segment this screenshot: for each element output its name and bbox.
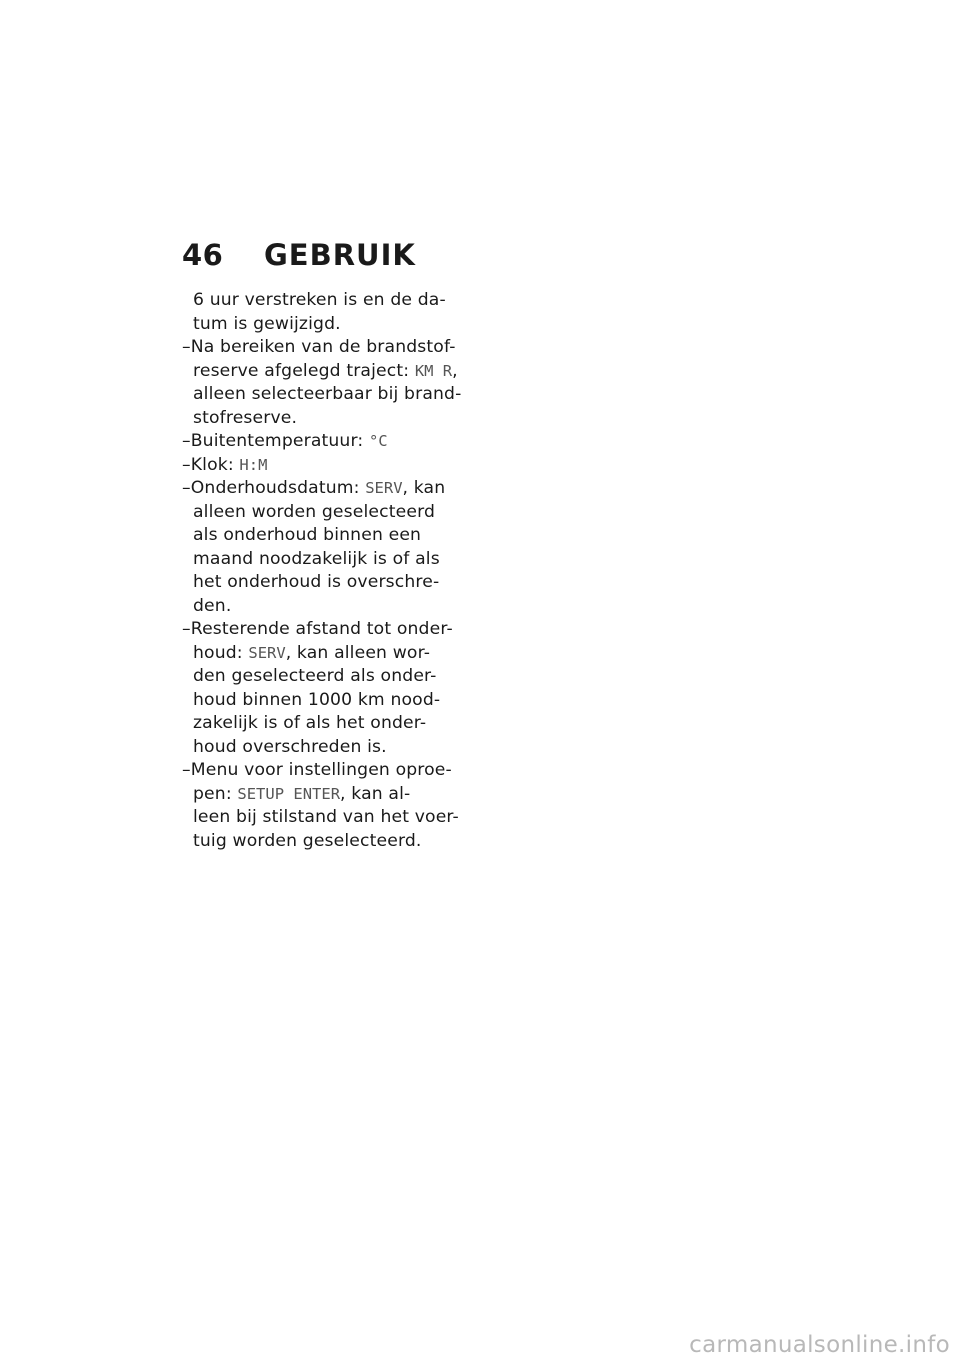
text-line	[182, 289, 462, 313]
text-line	[182, 759, 462, 783]
display-code: °C	[368, 432, 388, 450]
text-run: ,	[452, 360, 458, 381]
text-run: –Onderhoudsdatum:	[182, 478, 366, 498]
text-run: pen:	[193, 783, 238, 804]
text-line	[182, 548, 462, 572]
display-code: H:M	[239, 455, 268, 474]
text-run: –Menu voor instellingen oproe-	[182, 760, 452, 780]
text-run: –Buitentemperatuur:	[182, 431, 369, 451]
text-line	[182, 383, 462, 407]
text-line	[182, 618, 462, 642]
display-code: KM R	[414, 361, 453, 380]
text-run: , kan	[402, 478, 446, 498]
text-run: houd overschreden is.	[193, 736, 387, 757]
body-text	[182, 289, 462, 853]
text-line	[182, 783, 462, 807]
text-run: –Klok:	[182, 454, 240, 475]
text-line	[182, 477, 462, 501]
watermark: carmanualsonline.info	[689, 1332, 950, 1358]
text-line	[182, 360, 462, 384]
text-line	[182, 430, 462, 454]
text-line	[182, 501, 462, 525]
text-line	[182, 313, 462, 337]
text-line	[182, 407, 462, 431]
text-run: zakelijk is of als het onder-	[193, 713, 427, 733]
text-line	[182, 736, 462, 760]
display-code: SERV	[248, 643, 286, 662]
text-run: –Resterende afstand tot onder-	[182, 619, 453, 639]
display-code: SETUP ENTER	[237, 784, 341, 803]
section-title: GEBRUIK	[264, 238, 416, 272]
text-line	[182, 571, 462, 595]
text-run: leen bij stilstand van het voer-	[193, 807, 459, 827]
text-run: reserve afgelegd traject:	[193, 360, 415, 381]
text-run: stofreserve.	[193, 407, 298, 428]
text-run: den geselecteerd als onder-	[193, 666, 437, 686]
text-line	[182, 454, 462, 478]
text-run: den.	[193, 595, 232, 616]
text-run: , kan alleen wor-	[285, 642, 431, 663]
text-run: 6 uur verstreken is en de da-	[193, 290, 446, 310]
text-run: –Na bereiken van de brandstof-	[182, 337, 456, 357]
text-run: alleen worden geselecteerd	[193, 501, 436, 522]
text-line	[182, 336, 462, 360]
text-run: houd:	[193, 642, 249, 663]
text-run: als onderhoud binnen een	[193, 525, 422, 545]
text-line	[182, 665, 462, 689]
text-line	[182, 524, 462, 548]
text-run: alleen selecteerbaar bij brand-	[193, 384, 462, 404]
page-header	[182, 238, 416, 278]
text-line	[182, 595, 462, 619]
text-run: , kan al-	[340, 783, 411, 804]
text-line	[182, 712, 462, 736]
text-run: het onderhoud is overschre-	[193, 572, 440, 592]
text-run: tum is gewijzigd.	[193, 313, 341, 334]
display-code: SERV	[365, 479, 403, 497]
text-line	[182, 830, 462, 854]
text-line	[182, 642, 462, 666]
text-line	[182, 806, 462, 830]
text-run: maand noodzakelijk is of als	[193, 548, 440, 569]
text-line	[182, 689, 462, 713]
text-run: houd binnen 1000 km nood-	[193, 689, 441, 710]
page-number: 46	[182, 238, 224, 272]
text-run: tuig worden geselecteerd.	[193, 830, 422, 851]
